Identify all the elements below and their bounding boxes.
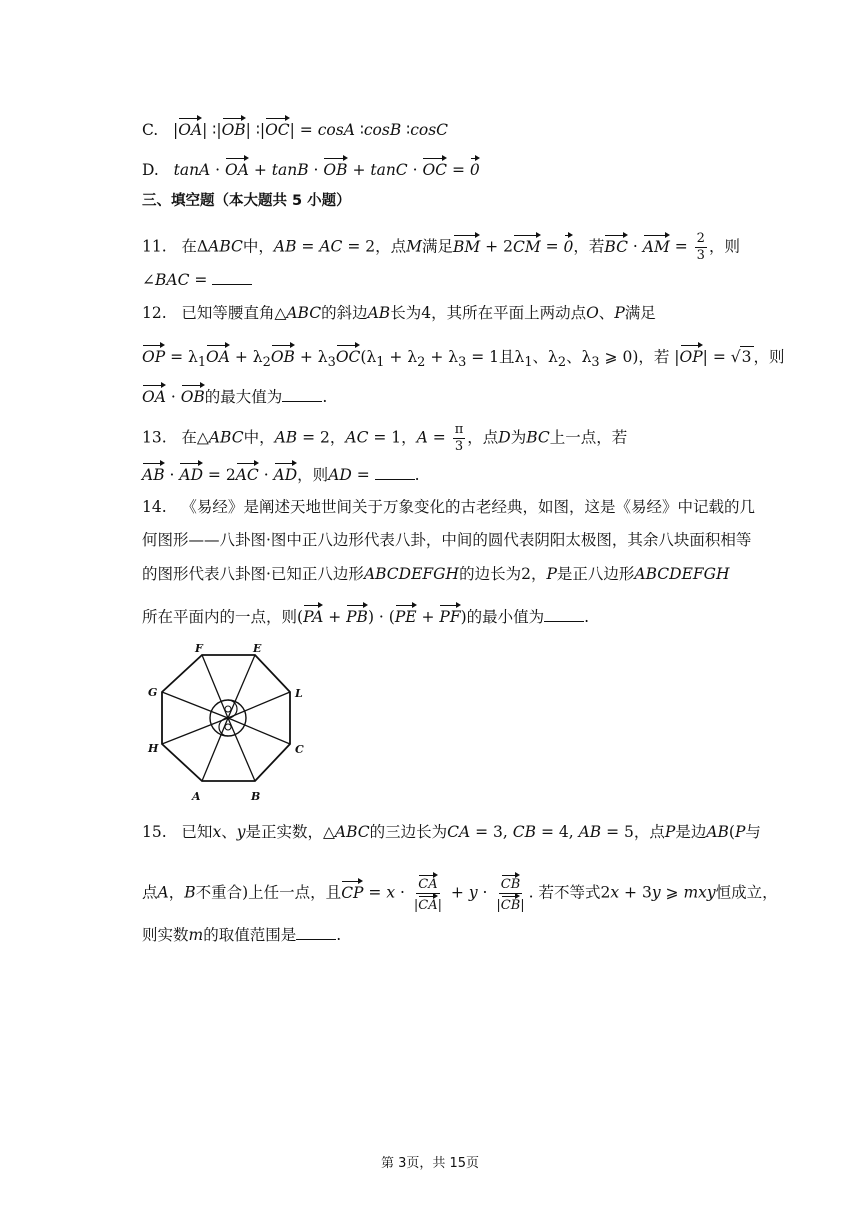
question-12-line-2: OP = $\lambda_1OA + \lambda_2OB + \lambda_3OC(\lambda_1 + \lambda_2 + \lambda_3 = 1$且$\lambda_1$、$\lambda_2$、$\lambda_3$ ⩾ 0)，若 |OP| = √3 ，则: [142, 343, 785, 373]
question-14-line-1: 14. 《易经》是阐述天地世间关于万象变化的古老经典，如图，这是《易经》中记载的几: [142, 498, 755, 516]
question-number: 13.: [142, 428, 167, 447]
answer-blank[interactable]: [296, 925, 336, 940]
question-15-line-1: 15. 已知x、y是正实数，△ABC的三边长为CA = 3, CB = 4, AB = 5，点P是边AB(P与: [142, 823, 761, 841]
question-15-line-2: 点A，B不重合)上任一点，且CP = x · $\frac{CA}{|CA|}$ + y · $\frac{CB}{|CB|}$ . 若不等式2x + 3y ⩾ mxy恒成立，: [142, 873, 778, 914]
question-11-line-2: ∠BAC =: [142, 270, 252, 290]
question-number: 11.: [142, 237, 167, 256]
question-14-line-3: 的图形代表八卦图·已知正八边形ABCDEFGH的边长为2，P是正八边形ABCDEFGH: [142, 565, 730, 583]
option-c: C. |OA| ∶|OB| ∶|OC| = cosA ∶cosB ∶cosC: [142, 116, 448, 140]
option-letter: D.: [142, 161, 159, 179]
bagua-octagon-figure: [140, 640, 310, 810]
vertex-label: F: [195, 642, 203, 655]
section-title: 三、填空题（本大题共 5 小题）: [142, 193, 351, 209]
vertex-label: C: [295, 743, 304, 756]
vertex-label: E: [253, 642, 262, 655]
option-letter: C.: [142, 121, 159, 139]
option-d: D. tanA · OA + tanB · OB + tanC · OC = 0: [142, 156, 480, 180]
question-13-line-2: AB · AD = 2AC · AD，则AD = .: [142, 461, 420, 485]
page-footer: 第 3页，共 15页: [380, 1156, 480, 1171]
vertex-label: L: [295, 687, 303, 700]
vertex-label: B: [251, 790, 261, 803]
answer-blank[interactable]: [544, 607, 584, 622]
answer-blank[interactable]: [282, 387, 322, 402]
answer-blank[interactable]: [212, 270, 252, 285]
question-number: 12.: [142, 304, 167, 322]
question-number: 14.: [142, 498, 167, 516]
question-14-line-4: 所在平面内的一点，则(PA + PB) · (PE + PF)的最小值为 .: [142, 603, 589, 627]
vertex-label: A: [192, 790, 201, 803]
answer-blank[interactable]: [375, 465, 415, 480]
vertex-label: G: [148, 686, 158, 699]
question-number: 15.: [142, 823, 167, 841]
question-12-line-3: OA · OB的最大值为 .: [142, 383, 327, 407]
vertex-label: H: [148, 742, 159, 755]
question-12-line-1: 12. 已知等腰直角△ABC的斜边AB长为4，其所在平面上两动点O、P满足: [142, 304, 656, 322]
question-15-line-3: 则实数m的取值范围是 .: [142, 926, 342, 944]
question-11-line-1: 11. 在ΔABC中，AB = AC = 2，点M满足BM + 2CM = 0，若BC · AM = $\frac{2}{3}$ ，则: [142, 231, 740, 263]
question-14-line-2: 何图形——八卦图·图中正八边形代表八卦，中间的圆代表阴阳太极图，其余八块面积相等: [142, 531, 752, 549]
question-13-line-1: 13. 在△ABC中，AB = 2，AC = 1，A = $\frac{\pi}{3}$ ，点D为BC上一点，若: [142, 422, 628, 454]
taiji-curve: [219, 700, 237, 736]
